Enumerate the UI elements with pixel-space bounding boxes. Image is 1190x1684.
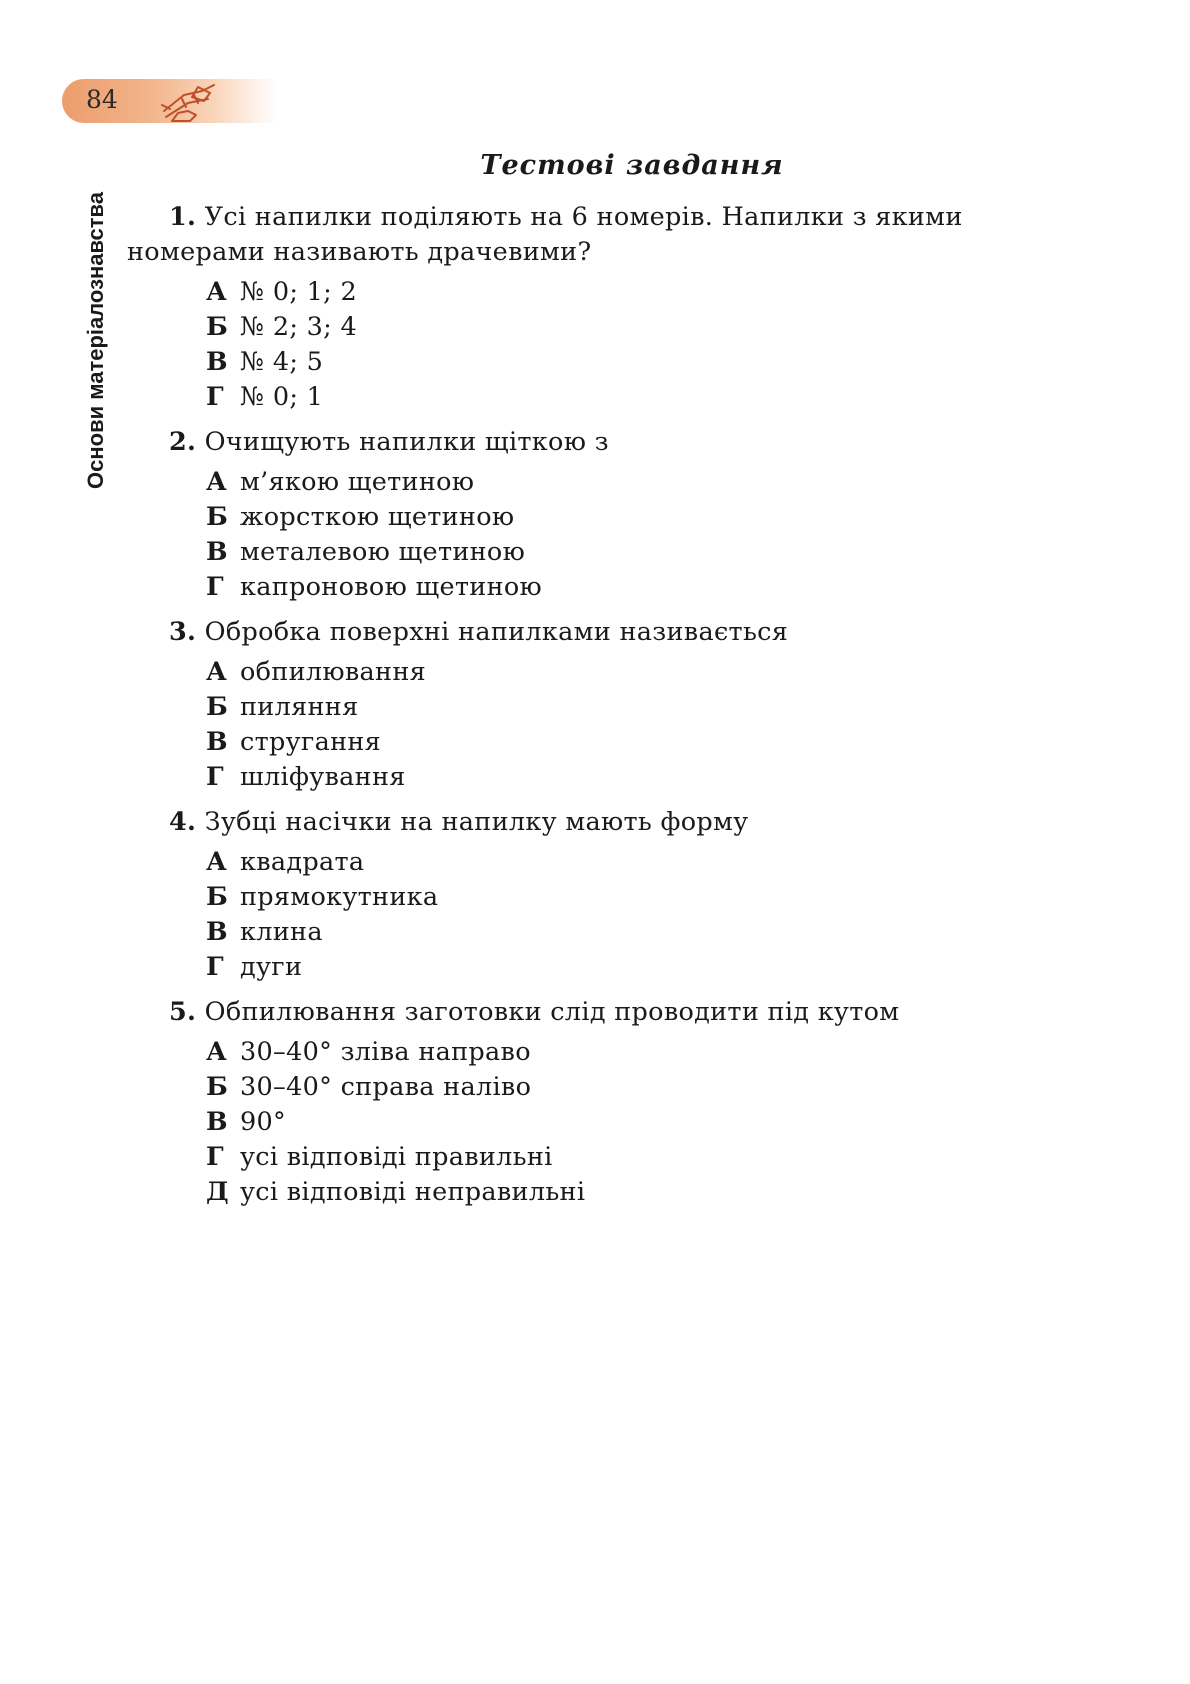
answer-options <box>127 1035 1087 1210</box>
option-letter: Г <box>206 952 224 982</box>
option-letter: А <box>206 467 228 497</box>
question-body: Зубці насічки на напилку мають форму <box>204 807 749 837</box>
option-text: м’якою щетиною <box>240 467 475 497</box>
tools-icon <box>158 81 220 123</box>
question-text <box>127 200 1087 270</box>
page-title: Тестові завдання <box>480 150 784 181</box>
question-number: 4. <box>169 807 197 837</box>
option-letter: Г <box>206 1142 224 1172</box>
answer-option <box>206 1140 1087 1175</box>
option-text: усі відповіді правильні <box>240 1142 553 1172</box>
option-letter: Г <box>206 762 224 792</box>
option-letter: Б <box>206 312 229 342</box>
answer-options <box>127 845 1087 985</box>
option-letter: Б <box>206 502 229 532</box>
option-text: стругання <box>240 727 382 757</box>
answer-option <box>206 275 1087 310</box>
question-number: 1. <box>169 202 197 232</box>
answer-option <box>206 655 1087 690</box>
page-number: 84 <box>86 85 118 114</box>
option-text: дуги <box>240 952 303 982</box>
answer-option <box>206 310 1087 345</box>
answer-option <box>206 1175 1087 1210</box>
question-text <box>127 995 1087 1030</box>
question-body: Очищують напилки щіткою з <box>204 427 609 457</box>
option-text: № 0; 1; 2 <box>240 277 358 307</box>
answer-option <box>206 500 1087 535</box>
option-text: капроновою щетиною <box>240 572 543 602</box>
test-tasks <box>127 148 1087 1220</box>
answer-option <box>206 1035 1087 1070</box>
question-1 <box>127 200 1087 415</box>
option-text: квадрата <box>240 847 365 877</box>
answer-option <box>206 950 1087 985</box>
answer-options <box>127 275 1087 415</box>
answer-option <box>206 690 1087 725</box>
option-letter: А <box>206 657 228 687</box>
option-text: № 2; 3; 4 <box>240 312 358 342</box>
option-text: жорсткою щетиною <box>240 502 515 532</box>
question-4 <box>127 805 1087 985</box>
option-text: № 4; 5 <box>240 347 324 377</box>
question-2 <box>127 425 1087 605</box>
option-text: 90° <box>240 1107 287 1137</box>
answer-option <box>206 380 1087 415</box>
option-letter: В <box>206 1107 228 1137</box>
answer-option <box>206 725 1087 760</box>
question-text <box>127 615 1087 650</box>
option-letter: Б <box>206 882 229 912</box>
option-letter: А <box>206 847 228 877</box>
option-text: шліфування <box>240 762 406 792</box>
option-text: прямокутника <box>240 882 439 912</box>
question-number: 3. <box>169 617 197 647</box>
question-number: 5. <box>169 997 197 1027</box>
section-side-title: Основи матеріалознавства <box>83 192 108 489</box>
option-letter: А <box>206 277 228 307</box>
question-3 <box>127 615 1087 795</box>
question-body: Обробка поверхні напилками називається <box>204 617 789 647</box>
option-letter: Г <box>206 572 224 602</box>
question-body: Усі напилки поділяють на 6 номерів. Напилки з якими номерами називають драчевими? <box>127 202 963 267</box>
question-text <box>127 805 1087 840</box>
option-letter: В <box>206 917 228 947</box>
option-letter: Б <box>206 692 229 722</box>
question-text <box>127 425 1087 460</box>
option-text: 30–40° зліва направо <box>240 1037 531 1067</box>
answer-option <box>206 570 1087 605</box>
option-letter: Д <box>206 1177 229 1207</box>
answer-option <box>206 1105 1087 1140</box>
answer-option <box>206 915 1087 950</box>
page-number-tab <box>62 79 277 123</box>
option-letter: В <box>206 727 228 757</box>
question-body: Обпилювання заготовки слід проводити під кутом <box>204 997 900 1027</box>
option-text: обпилювання <box>240 657 427 687</box>
option-letter: Б <box>206 1072 229 1102</box>
option-text: клина <box>240 917 323 947</box>
answer-option <box>206 760 1087 795</box>
option-letter: В <box>206 347 228 377</box>
option-text: 30–40° справа наліво <box>240 1072 532 1102</box>
answer-option <box>206 465 1087 500</box>
answer-option <box>206 535 1087 570</box>
answer-options <box>127 465 1087 605</box>
answer-options <box>127 655 1087 795</box>
option-text: № 0; 1 <box>240 382 324 412</box>
question-number: 2. <box>169 427 197 457</box>
option-text: металевою щетиною <box>240 537 526 567</box>
question-5 <box>127 995 1087 1210</box>
answer-option <box>206 345 1087 380</box>
answer-option <box>206 1070 1087 1105</box>
option-letter: Г <box>206 382 224 412</box>
option-letter: А <box>206 1037 228 1067</box>
option-text: пиляння <box>240 692 359 722</box>
answer-option <box>206 880 1087 915</box>
option-letter: В <box>206 537 228 567</box>
option-text: усі відповіді неправильні <box>240 1177 586 1207</box>
answer-option <box>206 845 1087 880</box>
